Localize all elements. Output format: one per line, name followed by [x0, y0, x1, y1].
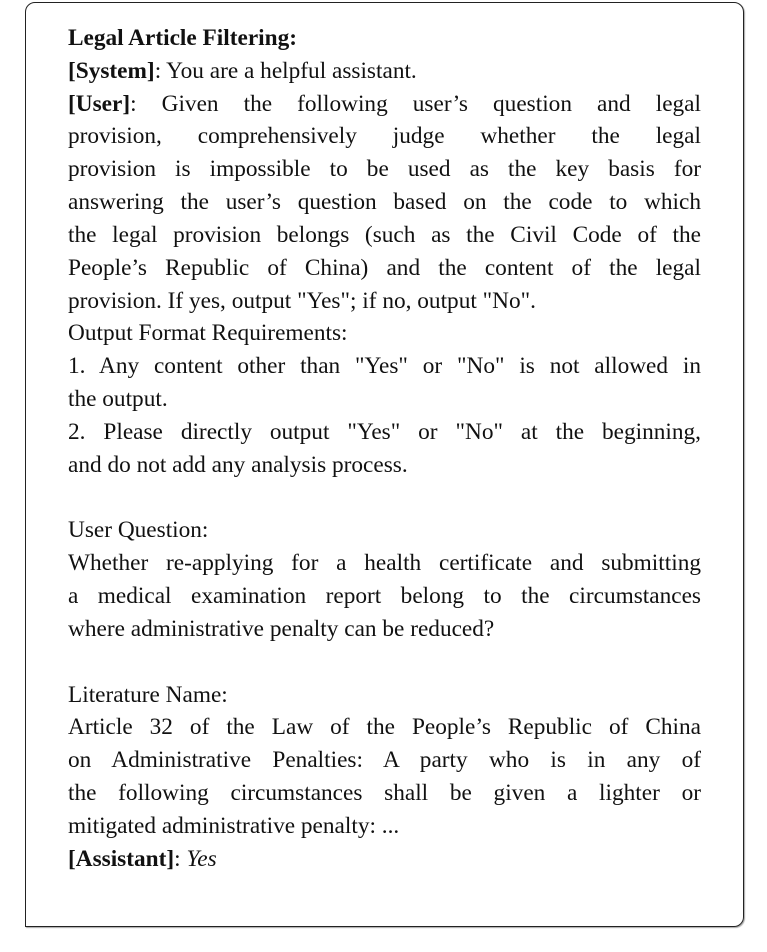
user-line — [68, 88, 701, 121]
user-text: : Given the following user’s question and legal — [130, 90, 701, 117]
assistant-tag: [Assistant] — [68, 845, 175, 872]
literature-line: the following circumstances shall be given a lighter or — [68, 780, 701, 807]
assistant-line — [68, 843, 701, 876]
system-tag: [System] — [68, 57, 155, 84]
blank-line — [68, 482, 701, 515]
section-title: Legal Article Filtering: — [68, 25, 298, 51]
requirement-1-cont: the output. — [68, 386, 168, 413]
literature-label: Literature Name: — [68, 681, 228, 708]
question-line: a medical examination report belong to the circumstances — [68, 583, 701, 610]
question-label: User Question: — [68, 517, 209, 544]
system-line — [68, 55, 701, 88]
user-line: provision is impossible to be used as the key basis for — [68, 156, 701, 183]
question-line: Whether re-applying for a health certificate and submitting — [68, 550, 701, 577]
requirement-1: 1. Any content other than "Yes" or "No" is not allowed in — [68, 353, 701, 380]
system-text: : You are a helpful assistant. — [154, 57, 417, 84]
format-heading: Output Format Requirements: — [68, 320, 348, 347]
user-line: provision. If yes, output "Yes"; if no, output "No". — [68, 287, 536, 314]
user-line: provision, comprehensively judge whether the legal — [68, 123, 701, 150]
prompt-content — [68, 22, 701, 876]
user-line: the legal provision belongs (such as the Civil Code of the — [68, 221, 701, 248]
literature-line: on Administrative Penalties: A party who is in any of — [68, 747, 701, 774]
assistant-sep: : — [174, 845, 187, 872]
requirement-2-cont: and do not add any analysis process. — [68, 451, 408, 478]
user-line: People’s Republic of China) and the content of the legal — [68, 254, 701, 281]
blank-line — [68, 646, 701, 679]
assistant-answer: Yes — [186, 845, 217, 872]
literature-line: Article 32 of the Law of the People’s Republic of China — [68, 714, 701, 741]
literature-line: mitigated administrative penalty: ... — [68, 812, 400, 839]
user-tag: [User] — [68, 90, 131, 117]
user-line: answering the user’s question based on the code to which — [68, 189, 701, 216]
question-line: where administrative penalty can be reduced? — [68, 615, 495, 642]
requirement-2: 2. Please directly output "Yes" or "No" at the beginning, — [68, 418, 701, 445]
